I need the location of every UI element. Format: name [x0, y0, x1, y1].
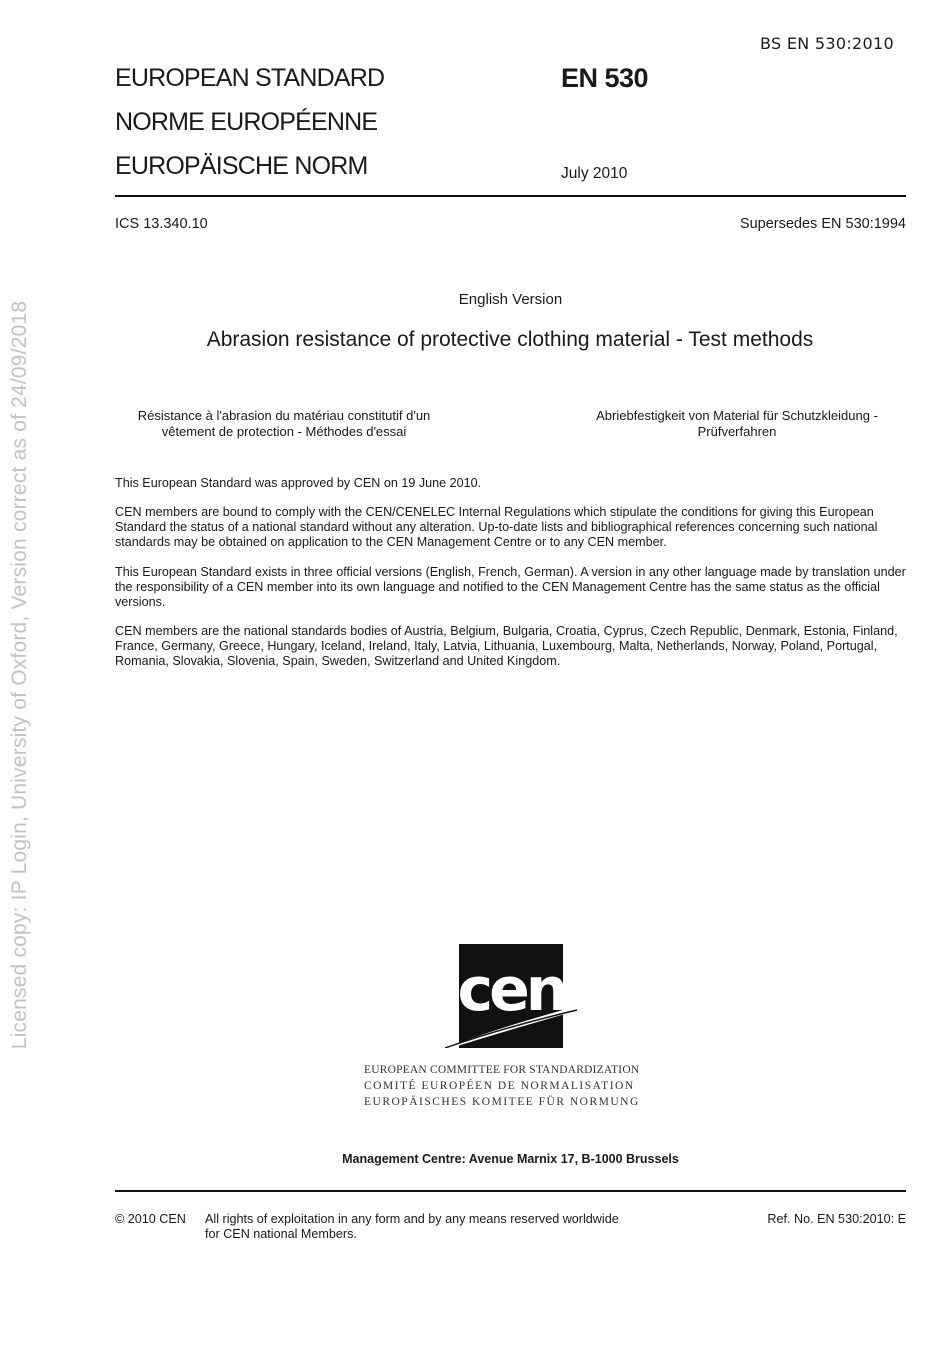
committee-names: [364, 1062, 640, 1110]
bs-reference: BS EN 530:2010: [760, 34, 894, 53]
approval-paragraph: This European Standard was approved by CEN on 19 June 2010.: [115, 476, 482, 490]
document-title-de: Abriebfestigkeit von Material für Schutzkleidung - Prüfverfahren: [596, 408, 878, 439]
compliance-paragraph: CEN members are bound to comply with the CEN/CENELEC Internal Regulations which stipulate the conditions for giving this European Standard the status of a national standard without any alteration. Up-to-date lists and bibliographical references concerning such national standards may be obtained on application to the CEN Management Centre or to any CEN member.: [115, 505, 878, 549]
standard-title-fr: NORME EUROPÉENNE: [115, 108, 378, 136]
supersedes-note: Supersedes EN 530:1994: [739, 216, 906, 232]
standard-title-de: EUROPÄISCHE NORM: [115, 152, 368, 180]
footer-divider: [115, 1190, 906, 1192]
document-title: Abrasion resistance of protective clothing material - Test methods: [206, 328, 814, 351]
management-centre: Management Centre: Avenue Marnix 17, B-1000 Brussels: [342, 1152, 679, 1166]
header-divider: [115, 195, 906, 197]
committee-name-fr: COMITÉ EUROPÉEN DE NORMALISATION: [364, 1080, 635, 1092]
rights-statement: All rights of exploitation in any form and by any means reserved worldwide for CEN national Members.: [205, 1212, 619, 1241]
committee-name-en: EUROPEAN COMMITTEE FOR STANDARDIZATION: [364, 1064, 640, 1076]
publication-date: July 2010: [561, 165, 628, 182]
language-version: English Version: [458, 291, 563, 308]
versions-paragraph: This European Standard exists in three official versions (English, French, German). A version in any other language made by translation under the responsibility of a CEN member into its own language and notified to the CEN Management Centre has the same status as the official versions.: [115, 565, 906, 609]
committee-name-de: EUROPÄISCHES KOMITEE FÜR NORMUNG: [364, 1096, 640, 1108]
cen-logo-icon: [445, 944, 580, 1048]
members-paragraph: CEN members are the national standards bodies of Austria, Belgium, Bulgaria, Croatia, Cyprus, Czech Republic, Denmark, Estonia, Finland, France, Germany, Greece, Hungary, Iceland, Ireland, Italy, Latvia, Lithuania, Luxembourg, Malta, Netherlands, Norway, Poland, Portugal, Romania, Slovakia, Slovenia, Spain, Sweden, Switzerland and United Kingdom.: [115, 624, 898, 668]
standard-title-en: EUROPEAN STANDARD: [115, 64, 385, 92]
standard-number: EN 530: [561, 63, 649, 93]
reference-number: Ref. No. EN 530:2010: E: [767, 1212, 906, 1226]
copyright: © 2010 CEN: [115, 1212, 186, 1226]
license-watermark: Licensed copy: IP Login, University of Oxford, Version correct as of 24/09/2018: [8, 300, 31, 1050]
logo-text: cen: [457, 955, 565, 1025]
ics-code: ICS 13.340.10: [115, 216, 208, 232]
document-title-fr: Résistance à l'abrasion du matériau constitutif d'un vêtement de protection - Méthodes d'essai: [137, 408, 431, 439]
